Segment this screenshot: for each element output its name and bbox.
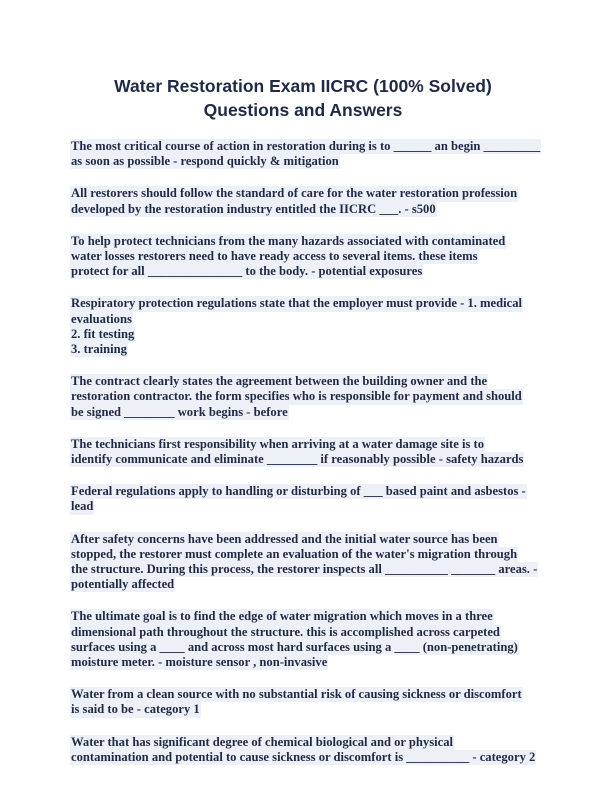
qa-line: Respiratory protection regulations state that the employer must provide - 1. medical bbox=[71, 296, 522, 311]
qa-line: stopped, the restorer must complete an evaluation of the water's migration through bbox=[71, 546, 518, 561]
qa-item bbox=[70, 735, 540, 765]
qa-line: All restorers should follow the standard of care for the water restoration profession bbox=[71, 186, 518, 201]
qa-item bbox=[70, 484, 540, 514]
qa-item bbox=[70, 437, 540, 467]
qa-line: is said to be - category 1 bbox=[71, 702, 200, 717]
qa-line: identify communicate and eliminate ________ if reasonably possible - safety hazards bbox=[71, 452, 524, 467]
qa-item bbox=[70, 296, 540, 357]
qa-line: dimensional path throughout the structure. this is accomplished across carpeted bbox=[71, 624, 500, 639]
qa-item bbox=[70, 186, 540, 216]
qa-line: moisture meter. - moisture sensor , non-invasive bbox=[71, 655, 328, 670]
qa-line: contamination and potential to cause sickness or discomfort is __________ - category 2 bbox=[71, 749, 536, 764]
qa-line: Water that has significant degree of chemical biological and or physical bbox=[71, 734, 454, 749]
qa-line: water losses restorers need to have ready access to several items. these items bbox=[71, 249, 478, 264]
qa-line: To help protect technicians from the many hazards associated with contaminated bbox=[71, 233, 506, 248]
qa-line: Federal regulations apply to handling or disturbing of ___ based paint and asbestos - bbox=[71, 484, 526, 499]
qa-line: protect for all _______________ to the body. - potential exposures bbox=[71, 264, 423, 279]
qa-item bbox=[70, 532, 540, 593]
qa-line: lead bbox=[71, 499, 94, 514]
qa-line: Water from a clean source with no substantial risk of causing sickness or discomfort bbox=[71, 687, 522, 702]
qa-line: surfaces using a ____ and across most hard surfaces using a ____ (non-penetrating) bbox=[71, 639, 518, 654]
qa-line: The technicians first responsibility when arriving at a water damage site is to bbox=[71, 436, 485, 451]
qa-line: the structure. During this process, the restorer inspects all __________ _______ areas. - bbox=[71, 562, 538, 577]
qa-line: The most critical course of action in restoration during is to ______ an begin _________ bbox=[71, 139, 541, 153]
qa-line: developed by the restoration industry entitled the IICRC ___. - s500 bbox=[71, 201, 436, 216]
qa-item bbox=[70, 139, 540, 169]
document-title bbox=[0, 74, 606, 122]
title-line: Questions and Answers bbox=[203, 100, 403, 120]
qa-line: After safety concerns have been addressed and the initial water source has been bbox=[71, 531, 498, 546]
qa-list bbox=[70, 139, 540, 782]
qa-line: restoration contractor. the form specifies who is responsible for payment and should bbox=[71, 389, 522, 404]
qa-line: 3. training bbox=[71, 342, 127, 357]
qa-line: The ultimate goal is to find the edge of water migration which moves in a three bbox=[71, 609, 493, 624]
qa-line: evaluations bbox=[71, 311, 132, 326]
qa-line: potentially affected bbox=[71, 577, 175, 592]
qa-line: The contract clearly states the agreement between the building owner and the bbox=[71, 374, 488, 389]
qa-line: 2. fit testing bbox=[71, 326, 135, 341]
qa-item bbox=[70, 687, 540, 717]
qa-item bbox=[70, 234, 540, 280]
qa-line: be signed ________ work begins - before bbox=[71, 404, 288, 419]
qa-item bbox=[70, 609, 540, 670]
qa-item bbox=[70, 374, 540, 420]
qa-line: as soon as possible - respond quickly & mitigation bbox=[71, 154, 339, 169]
title-line: Water Restoration Exam IICRC (100% Solved) bbox=[114, 76, 492, 96]
